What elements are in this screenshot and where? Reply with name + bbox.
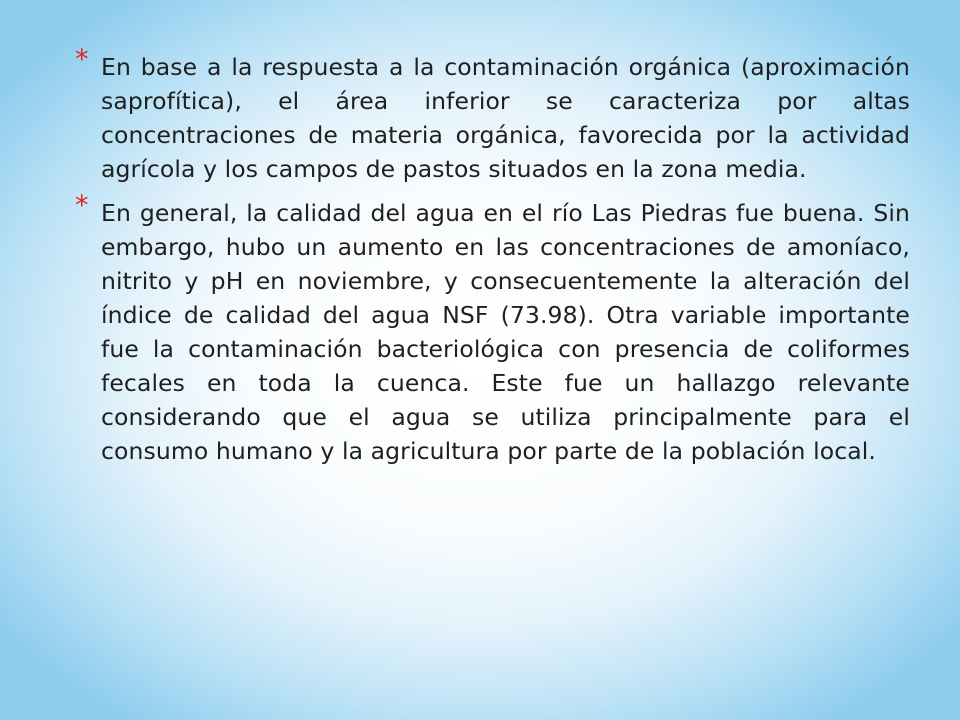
list-item [75, 190, 910, 468]
asterisk-bullet-icon: * [75, 190, 89, 221]
asterisk-bullet-icon: * [75, 44, 89, 75]
paragraph-calidad-del-agua: En general, la calidad del agua en el río Las Piedras fue buena. Sin embargo, hubo un aumento en las concentraciones de amoníaco, nitrito y pH en noviembre, y consecuentemente la alteración del índice de calidad del agua NSF (73.98). Otra variable importante fue la contaminación bacteriológica con presencia de coliformes fecales en toda la cuenca. Este fue un hallazgo relevante considerando que el agua se utiliza principalmente para el consumo humano y la agricultura por parte de la población local. [101, 199, 910, 465]
bullet-list [75, 44, 910, 478]
paragraph-contaminacion-organica: En base a la respuesta a la contaminación orgánica (aproximación saprofítica), el área inferior se caracteriza por altas concentraciones de materia orgánica, favorecida por la actividad agrícola y los campos de pastos situados en la zona media. [101, 53, 910, 183]
list-item [75, 44, 910, 186]
